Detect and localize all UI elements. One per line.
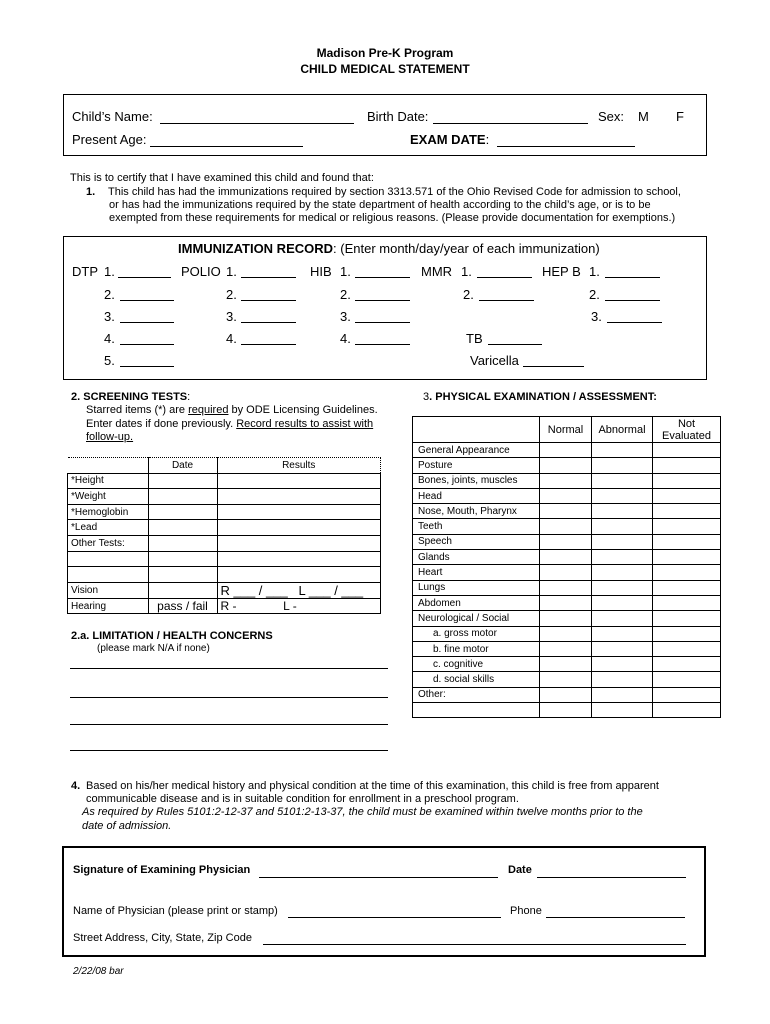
mmr-2-num: 2. — [463, 287, 474, 302]
screening-result-cell[interactable] — [217, 473, 381, 489]
screening-note-1: Starred items (*) are required by ODE Licensing Guidelines. — [86, 404, 378, 416]
abnormal-cell[interactable] — [592, 443, 653, 458]
table-row — [68, 473, 381, 489]
hib-1-num: 1. — [340, 264, 351, 279]
abnormal-cell[interactable] — [592, 504, 653, 519]
exam-item-label: d. social skills — [413, 672, 540, 687]
table-row — [413, 443, 721, 458]
table-row — [68, 520, 381, 536]
not-evaluated-cell[interactable] — [653, 504, 721, 519]
abnormal-header: Abnormal — [592, 417, 653, 443]
exam-item-label: b. fine motor — [413, 641, 540, 656]
immunization-box — [63, 236, 707, 380]
not-evaluated-cell[interactable] — [653, 687, 721, 702]
abnormal-cell[interactable] — [592, 595, 653, 610]
hib-2-num: 2. — [340, 287, 351, 302]
screening-date-header: Date — [148, 458, 217, 474]
table-row — [413, 672, 721, 687]
sex-m-option[interactable]: M — [638, 109, 649, 124]
normal-cell[interactable] — [540, 473, 592, 488]
not-evaluated-cell[interactable] — [653, 473, 721, 488]
normal-cell[interactable] — [540, 672, 592, 687]
table-row — [413, 550, 721, 565]
phone-field[interactable] — [546, 916, 685, 918]
certify-line-2: or has had the immunizations required by the state department of health according to the child’s age, or is to be — [109, 199, 651, 211]
statement-4-line-1: Based on his/her medical history and physical condition at the time of this examination, this child is free from apparent — [86, 780, 659, 792]
screening-date-cell[interactable] — [148, 551, 217, 567]
abnormal-cell[interactable] — [592, 641, 653, 656]
abnormal-cell[interactable] — [592, 580, 653, 595]
abnormal-cell[interactable] — [592, 534, 653, 549]
screening-date-cell[interactable] — [148, 473, 217, 489]
abnormal-cell[interactable] — [592, 458, 653, 473]
screening-row-label: *Hemoglobin — [68, 504, 149, 520]
not-evaluated-header: Not Evaluated — [653, 417, 721, 443]
hepb-label: HEP B — [542, 264, 581, 279]
abnormal-cell[interactable] — [592, 657, 653, 672]
limitation-line-4[interactable] — [70, 750, 388, 751]
table-row — [68, 567, 381, 583]
table-row — [68, 551, 381, 567]
not-evaluated-cell[interactable] — [653, 641, 721, 656]
table-row — [413, 458, 721, 473]
exam-item-label: a. gross motor — [413, 626, 540, 641]
screening-heading: 2. SCREENING TESTS — [71, 391, 188, 403]
table-row — [413, 565, 721, 580]
table-row — [68, 504, 381, 520]
screening-note-3: follow-up. — [86, 431, 134, 443]
exam-item-label: Other: — [413, 687, 540, 702]
abnormal-cell[interactable] — [592, 703, 653, 718]
screening-date-cell[interactable] — [148, 567, 217, 583]
hib-1-field[interactable] — [355, 276, 410, 278]
physical-heading: . PHYSICAL EXAMINATION / ASSESSMENT: — [429, 391, 657, 403]
hearing-pass-fail[interactable]: pass / fail — [148, 598, 217, 614]
immunization-title: IMMUNIZATION RECORD — [178, 241, 334, 256]
table-row — [413, 687, 721, 702]
screening-result-cell[interactable] — [217, 551, 381, 567]
table-row — [68, 489, 381, 505]
normal-cell[interactable] — [540, 595, 592, 610]
normal-cell[interactable] — [540, 550, 592, 565]
abnormal-cell[interactable] — [592, 626, 653, 641]
hib-4-num: 4. — [340, 331, 351, 346]
polio-2-field[interactable] — [241, 299, 296, 301]
table-row — [413, 611, 721, 626]
signature-label: Signature of Examining Physician — [73, 864, 251, 876]
limitation-heading: 2.a. LIMITATION / HEALTH CONCERNS — [71, 630, 273, 642]
table-row — [413, 504, 721, 519]
abnormal-cell[interactable] — [592, 687, 653, 702]
not-evaluated-cell[interactable] — [653, 488, 721, 503]
certify-number: 1. — [86, 186, 96, 198]
exam-date-label: EXAM DATE — [410, 132, 486, 147]
certify-line-3: exempted from these requirements for medical or religious reasons. (Please provide documentation for exemptions.) — [109, 212, 676, 224]
vision-date-cell[interactable] — [148, 582, 217, 598]
table-row — [413, 626, 721, 641]
normal-cell[interactable] — [540, 504, 592, 519]
screening-result-cell[interactable] — [217, 567, 381, 583]
table-row — [68, 598, 381, 614]
table-row — [68, 582, 381, 598]
normal-cell[interactable] — [540, 641, 592, 656]
physical-exam-table — [412, 416, 721, 718]
physician-name-label: Name of Physician (please print or stamp) — [73, 905, 278, 917]
limitation-note: (please mark N/A if none) — [97, 643, 210, 654]
hib-4-field[interactable] — [355, 343, 410, 345]
certify-intro: This is to certify that I have examined this child and found that: — [70, 172, 374, 184]
exam-item-label: Posture — [413, 458, 540, 473]
table-row — [413, 519, 721, 534]
form-title: CHILD MEDICAL STATEMENT — [300, 62, 470, 76]
polio-4-num: 4. — [226, 331, 237, 346]
screening-table — [67, 457, 381, 614]
normal-cell[interactable] — [540, 580, 592, 595]
normal-cell[interactable] — [540, 443, 592, 458]
screening-note-2: Enter dates if done previously. Record results to assist with — [86, 418, 374, 430]
dtp-1-field[interactable] — [118, 276, 171, 278]
dtp-5-field[interactable] — [120, 365, 174, 367]
table-row — [413, 703, 721, 718]
tb-label: TB — [466, 331, 483, 346]
screening-row-label: Other Tests: — [68, 535, 149, 551]
hepb-3-field[interactable] — [607, 321, 662, 323]
exam-date-field[interactable] — [497, 145, 635, 147]
polio-label: POLIO — [181, 264, 221, 279]
table-row — [413, 534, 721, 549]
dtp-4-field[interactable] — [120, 343, 174, 345]
screening-results-header: Results — [217, 458, 381, 474]
exam-item-label: c. cognitive — [413, 657, 540, 672]
normal-cell[interactable] — [540, 657, 592, 672]
screening-row-label: *Height — [68, 473, 149, 489]
not-evaluated-cell[interactable] — [653, 534, 721, 549]
hepb-2-field[interactable] — [605, 299, 660, 301]
exam-item-label: Speech — [413, 534, 540, 549]
abnormal-cell[interactable] — [592, 488, 653, 503]
exam-item-label: Bones, joints, muscles — [413, 473, 540, 488]
statement-4-line-3: As required by Rules 5101:2-12-37 and 5101:2-13-37, the child must be examined within twelve months prior to the — [82, 806, 643, 818]
statement-4-line-4: date of admission. — [82, 820, 172, 832]
table-row — [413, 595, 721, 610]
normal-header: Normal — [540, 417, 592, 443]
vision-result[interactable]: R ___ / ___ L ___ / ___ — [217, 582, 381, 598]
not-evaluated-cell[interactable] — [653, 519, 721, 534]
exam-item-label: Nose, Mouth, Pharynx — [413, 504, 540, 519]
present-age-field[interactable] — [150, 145, 303, 147]
normal-cell[interactable] — [540, 703, 592, 718]
signature-date-field[interactable] — [537, 876, 686, 878]
sex-label: Sex: — [598, 109, 625, 124]
dtp-2-field[interactable] — [120, 299, 174, 301]
exam-item-label: General Appearance — [413, 443, 540, 458]
limitation-line-3[interactable] — [70, 724, 388, 725]
form-revision-code: 2/22/08 bar — [73, 966, 124, 977]
birth-date-label: Birth Date: — [367, 109, 429, 124]
exam-item-label: Heart — [413, 565, 540, 580]
not-evaluated-cell[interactable] — [653, 595, 721, 610]
exam-item-label: Glands — [413, 550, 540, 565]
abnormal-cell[interactable] — [592, 550, 653, 565]
screening-heading-colon: : — [187, 391, 191, 403]
tb-field[interactable] — [488, 343, 542, 345]
screening-result-cell[interactable] — [217, 520, 381, 536]
signature-date-label: Date — [508, 864, 532, 876]
polio-3-field[interactable] — [241, 321, 296, 323]
statement-4-number: 4. — [71, 780, 81, 792]
normal-cell[interactable] — [540, 626, 592, 641]
not-evaluated-cell[interactable] — [653, 626, 721, 641]
exam-item-label: Abdomen — [413, 595, 540, 610]
mmr-1-field[interactable] — [477, 276, 532, 278]
not-evaluated-cell[interactable] — [653, 443, 721, 458]
hearing-label: Hearing — [68, 598, 149, 614]
statement-4-line-2: communicable disease and is in suitable condition for enrollment in a preschool program. — [86, 793, 519, 805]
screening-date-cell[interactable] — [148, 535, 217, 551]
normal-cell[interactable] — [540, 611, 592, 626]
normal-cell[interactable] — [540, 458, 592, 473]
not-evaluated-cell[interactable] — [653, 550, 721, 565]
dtp-3-field[interactable] — [120, 321, 174, 323]
hepb-1-num: 1. — [589, 264, 600, 279]
varicella-field[interactable] — [523, 365, 584, 367]
screening-result-cell[interactable] — [217, 535, 381, 551]
polio-1-field[interactable] — [241, 276, 296, 278]
not-evaluated-cell[interactable] — [653, 611, 721, 626]
abnormal-cell[interactable] — [592, 519, 653, 534]
screening-row-label: *Weight — [68, 489, 149, 505]
table-row — [413, 580, 721, 595]
hepb-3-num: 3. — [591, 309, 602, 324]
physical-heading-num: 3 — [423, 391, 430, 403]
address-label: Street Address, City, State, Zip Code — [73, 932, 252, 944]
vision-label: Vision — [68, 582, 149, 598]
program-name: Madison Pre-K Program — [316, 46, 454, 60]
table-row — [413, 488, 721, 503]
not-evaluated-cell[interactable] — [653, 580, 721, 595]
limitation-line-1[interactable] — [70, 668, 388, 669]
abnormal-cell[interactable] — [592, 565, 653, 580]
not-evaluated-cell[interactable] — [653, 657, 721, 672]
mmr-2-field[interactable] — [479, 299, 534, 301]
normal-cell[interactable] — [540, 565, 592, 580]
abnormal-cell[interactable] — [592, 473, 653, 488]
exam-item-label: Lungs — [413, 580, 540, 595]
screening-row-label: *Lead — [68, 520, 149, 536]
dtp-1-num: 1. — [104, 264, 115, 279]
address-field[interactable] — [263, 943, 686, 945]
not-evaluated-cell[interactable] — [653, 703, 721, 718]
signature-field[interactable] — [259, 876, 498, 878]
screening-result-cell[interactable] — [217, 504, 381, 520]
hib-3-field[interactable] — [355, 321, 410, 323]
mmr-label: MMR — [421, 264, 453, 279]
table-row — [68, 535, 381, 551]
mmr-1-num: 1. — [461, 264, 472, 279]
polio-2-num: 2. — [226, 287, 237, 302]
table-row — [413, 641, 721, 656]
not-evaluated-cell[interactable] — [653, 672, 721, 687]
exam-item-label: Teeth — [413, 519, 540, 534]
hepb-1-field[interactable] — [605, 276, 660, 278]
normal-cell[interactable] — [540, 534, 592, 549]
polio-4-field[interactable] — [241, 343, 296, 345]
abnormal-cell[interactable] — [592, 611, 653, 626]
sex-f-option[interactable]: F — [676, 109, 684, 124]
polio-1-num: 1. — [226, 264, 237, 279]
dtp-4-num: 4. — [104, 331, 115, 346]
not-evaluated-cell[interactable] — [653, 458, 721, 473]
screening-date-cell[interactable] — [148, 504, 217, 520]
exam-item-label: Head — [413, 488, 540, 503]
table-row — [413, 473, 721, 488]
childs-name-field[interactable] — [160, 122, 354, 124]
normal-cell[interactable] — [540, 519, 592, 534]
limitation-line-2[interactable] — [70, 697, 388, 698]
hib-label: HIB — [310, 264, 332, 279]
birth-date-field[interactable] — [433, 122, 588, 124]
abnormal-cell[interactable] — [592, 672, 653, 687]
hib-2-field[interactable] — [355, 299, 410, 301]
phone-label: Phone — [510, 905, 542, 917]
exam-date-colon: : — [485, 132, 490, 147]
normal-cell[interactable] — [540, 488, 592, 503]
normal-cell[interactable] — [540, 687, 592, 702]
childs-name-label: Child’s Name: — [72, 109, 153, 124]
hepb-2-num: 2. — [589, 287, 600, 302]
not-evaluated-cell[interactable] — [653, 565, 721, 580]
dtp-5-num: 5. — [104, 353, 115, 368]
dtp-label: DTP — [72, 264, 98, 279]
varicella-label: Varicella — [470, 353, 519, 368]
physician-name-field[interactable] — [288, 916, 501, 918]
screening-date-cell[interactable] — [148, 520, 217, 536]
screening-date-cell[interactable] — [148, 489, 217, 505]
screening-result-cell[interactable] — [217, 489, 381, 505]
immunization-subtitle: : (Enter month/day/year of each immunization) — [333, 241, 600, 256]
hib-3-num: 3. — [340, 309, 351, 324]
certify-line-1: This child has had the immunizations required by section 3313.571 of the Ohio Revised Code for admission to school, — [108, 186, 681, 198]
exam-item-label: Neurological / Social — [413, 611, 540, 626]
table-row — [413, 657, 721, 672]
polio-3-num: 3. — [226, 309, 237, 324]
dtp-2-num: 2. — [104, 287, 115, 302]
dtp-3-num: 3. — [104, 309, 115, 324]
present-age-label: Present Age: — [72, 132, 147, 147]
hearing-result[interactable]: R - L - — [217, 598, 381, 614]
